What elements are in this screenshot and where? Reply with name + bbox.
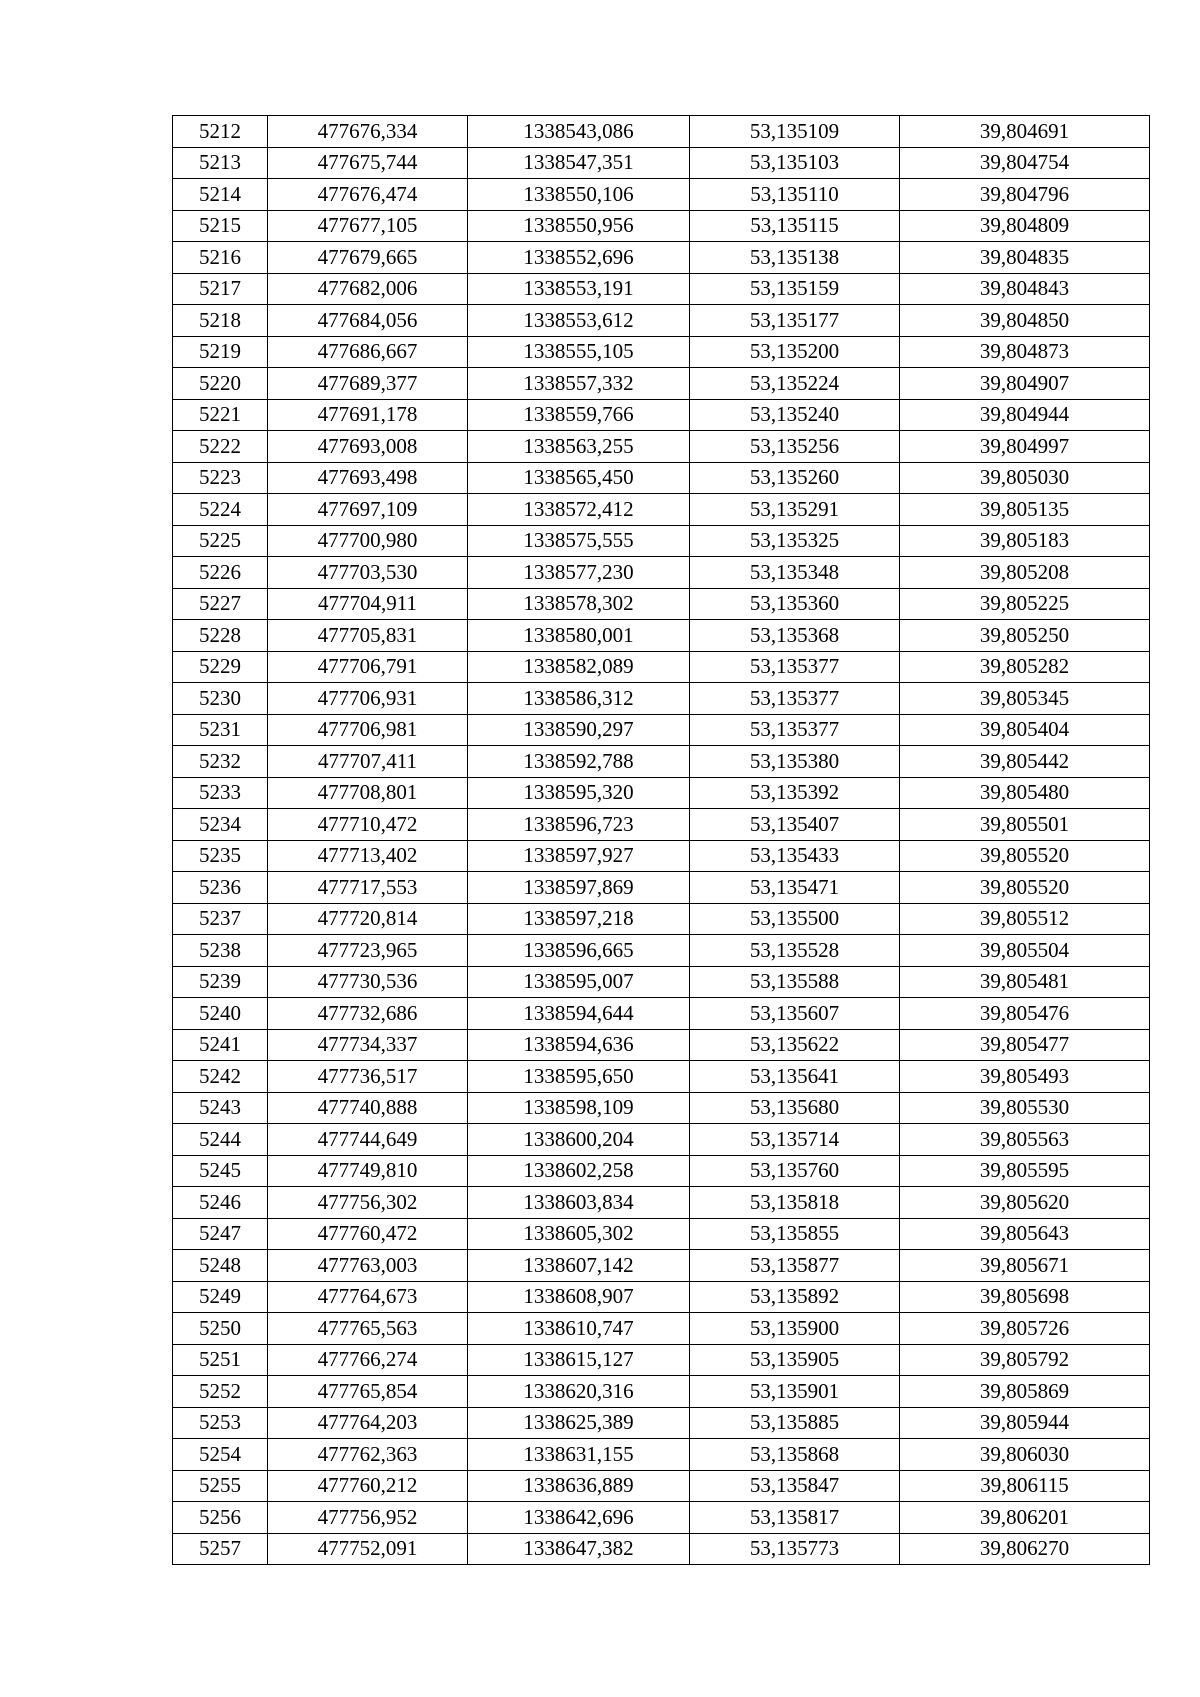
latitude-cell: 53,135377: [690, 714, 900, 746]
latitude-cell: 53,135325: [690, 525, 900, 557]
y-coordinate-cell: 1338625,389: [468, 1407, 690, 1439]
table-row: [173, 746, 1150, 778]
latitude-cell: 53,135817: [690, 1502, 900, 1534]
x-coordinate-cell: 477676,474: [268, 179, 468, 211]
x-coordinate-cell: 477706,931: [268, 683, 468, 715]
y-coordinate-cell: 1338595,007: [468, 966, 690, 998]
table-row: [173, 273, 1150, 305]
x-coordinate-cell: 477707,411: [268, 746, 468, 778]
x-coordinate-cell: 477764,673: [268, 1281, 468, 1313]
latitude-cell: 53,135177: [690, 305, 900, 337]
x-coordinate-cell: 477708,801: [268, 777, 468, 809]
point-number-cell: 5232: [173, 746, 268, 778]
longitude-cell: 39,806201: [900, 1502, 1150, 1534]
longitude-cell: 39,805208: [900, 557, 1150, 589]
table-row: [173, 840, 1150, 872]
y-coordinate-cell: 1338610,747: [468, 1313, 690, 1345]
longitude-cell: 39,805620: [900, 1187, 1150, 1219]
point-number-cell: 5245: [173, 1155, 268, 1187]
table-row: [173, 1187, 1150, 1219]
x-coordinate-cell: 477706,981: [268, 714, 468, 746]
x-coordinate-cell: 477723,965: [268, 935, 468, 967]
x-coordinate-cell: 477697,109: [268, 494, 468, 526]
point-number-cell: 5213: [173, 147, 268, 179]
x-coordinate-cell: 477765,854: [268, 1376, 468, 1408]
longitude-cell: 39,804835: [900, 242, 1150, 274]
table-row: [173, 1029, 1150, 1061]
table-row: [173, 620, 1150, 652]
point-number-cell: 5255: [173, 1470, 268, 1502]
x-coordinate-cell: 477744,649: [268, 1124, 468, 1156]
x-coordinate-cell: 477703,530: [268, 557, 468, 589]
longitude-cell: 39,805225: [900, 588, 1150, 620]
x-coordinate-cell: 477700,980: [268, 525, 468, 557]
table-row: [173, 116, 1150, 148]
latitude-cell: 53,135377: [690, 651, 900, 683]
longitude-cell: 39,805671: [900, 1250, 1150, 1282]
point-number-cell: 5226: [173, 557, 268, 589]
table-row: [173, 1502, 1150, 1534]
x-coordinate-cell: 477720,814: [268, 903, 468, 935]
latitude-cell: 53,135905: [690, 1344, 900, 1376]
latitude-cell: 53,135901: [690, 1376, 900, 1408]
y-coordinate-cell: 1338607,142: [468, 1250, 690, 1282]
y-coordinate-cell: 1338580,001: [468, 620, 690, 652]
x-coordinate-cell: 477675,744: [268, 147, 468, 179]
y-coordinate-cell: 1338590,297: [468, 714, 690, 746]
table-row: [173, 1092, 1150, 1124]
latitude-cell: 53,135348: [690, 557, 900, 589]
latitude-cell: 53,135103: [690, 147, 900, 179]
table-row: [173, 1376, 1150, 1408]
x-coordinate-cell: 477684,056: [268, 305, 468, 337]
latitude-cell: 53,135868: [690, 1439, 900, 1471]
latitude-cell: 53,135138: [690, 242, 900, 274]
longitude-cell: 39,805183: [900, 525, 1150, 557]
y-coordinate-cell: 1338552,696: [468, 242, 690, 274]
longitude-cell: 39,805869: [900, 1376, 1150, 1408]
longitude-cell: 39,804809: [900, 210, 1150, 242]
table-row: [173, 431, 1150, 463]
y-coordinate-cell: 1338615,127: [468, 1344, 690, 1376]
longitude-cell: 39,805512: [900, 903, 1150, 935]
x-coordinate-cell: 477686,667: [268, 336, 468, 368]
longitude-cell: 39,805404: [900, 714, 1150, 746]
latitude-cell: 53,135109: [690, 116, 900, 148]
table-row: [173, 399, 1150, 431]
latitude-cell: 53,135900: [690, 1313, 900, 1345]
table-row: [173, 1533, 1150, 1565]
y-coordinate-cell: 1338557,332: [468, 368, 690, 400]
y-coordinate-cell: 1338582,089: [468, 651, 690, 683]
y-coordinate-cell: 1338547,351: [468, 147, 690, 179]
y-coordinate-cell: 1338578,302: [468, 588, 690, 620]
x-coordinate-cell: 477693,498: [268, 462, 468, 494]
point-number-cell: 5256: [173, 1502, 268, 1534]
table-row: [173, 966, 1150, 998]
table-row: [173, 903, 1150, 935]
latitude-cell: 53,135360: [690, 588, 900, 620]
table-row: [173, 935, 1150, 967]
point-number-cell: 5231: [173, 714, 268, 746]
point-number-cell: 5249: [173, 1281, 268, 1313]
latitude-cell: 53,135368: [690, 620, 900, 652]
x-coordinate-cell: 477760,472: [268, 1218, 468, 1250]
latitude-cell: 53,135377: [690, 683, 900, 715]
longitude-cell: 39,804873: [900, 336, 1150, 368]
table-row: [173, 1250, 1150, 1282]
latitude-cell: 53,135528: [690, 935, 900, 967]
point-number-cell: 5214: [173, 179, 268, 211]
latitude-cell: 53,135159: [690, 273, 900, 305]
coordinates-table-body: [173, 116, 1150, 1565]
x-coordinate-cell: 477762,363: [268, 1439, 468, 1471]
point-number-cell: 5246: [173, 1187, 268, 1219]
point-number-cell: 5233: [173, 777, 268, 809]
x-coordinate-cell: 477710,472: [268, 809, 468, 841]
latitude-cell: 53,135500: [690, 903, 900, 935]
y-coordinate-cell: 1338586,312: [468, 683, 690, 715]
point-number-cell: 5225: [173, 525, 268, 557]
y-coordinate-cell: 1338620,316: [468, 1376, 690, 1408]
y-coordinate-cell: 1338647,382: [468, 1533, 690, 1565]
point-number-cell: 5229: [173, 651, 268, 683]
y-coordinate-cell: 1338597,869: [468, 872, 690, 904]
y-coordinate-cell: 1338642,696: [468, 1502, 690, 1534]
point-number-cell: 5230: [173, 683, 268, 715]
table-row: [173, 1124, 1150, 1156]
x-coordinate-cell: 477730,536: [268, 966, 468, 998]
y-coordinate-cell: 1338597,927: [468, 840, 690, 872]
point-number-cell: 5250: [173, 1313, 268, 1345]
point-number-cell: 5238: [173, 935, 268, 967]
y-coordinate-cell: 1338555,105: [468, 336, 690, 368]
y-coordinate-cell: 1338596,665: [468, 935, 690, 967]
latitude-cell: 53,135240: [690, 399, 900, 431]
longitude-cell: 39,805726: [900, 1313, 1150, 1345]
longitude-cell: 39,804944: [900, 399, 1150, 431]
point-number-cell: 5227: [173, 588, 268, 620]
x-coordinate-cell: 477693,008: [268, 431, 468, 463]
longitude-cell: 39,805345: [900, 683, 1150, 715]
x-coordinate-cell: 477752,091: [268, 1533, 468, 1565]
y-coordinate-cell: 1338603,834: [468, 1187, 690, 1219]
latitude-cell: 53,135260: [690, 462, 900, 494]
longitude-cell: 39,805501: [900, 809, 1150, 841]
y-coordinate-cell: 1338631,155: [468, 1439, 690, 1471]
y-coordinate-cell: 1338563,255: [468, 431, 690, 463]
latitude-cell: 53,135291: [690, 494, 900, 526]
latitude-cell: 53,135224: [690, 368, 900, 400]
point-number-cell: 5221: [173, 399, 268, 431]
latitude-cell: 53,135607: [690, 998, 900, 1030]
table-row: [173, 336, 1150, 368]
point-number-cell: 5235: [173, 840, 268, 872]
table-row: [173, 777, 1150, 809]
point-number-cell: 5228: [173, 620, 268, 652]
longitude-cell: 39,805030: [900, 462, 1150, 494]
longitude-cell: 39,804907: [900, 368, 1150, 400]
latitude-cell: 53,135588: [690, 966, 900, 998]
y-coordinate-cell: 1338598,109: [468, 1092, 690, 1124]
latitude-cell: 53,135818: [690, 1187, 900, 1219]
longitude-cell: 39,805563: [900, 1124, 1150, 1156]
point-number-cell: 5254: [173, 1439, 268, 1471]
longitude-cell: 39,806030: [900, 1439, 1150, 1471]
longitude-cell: 39,805520: [900, 840, 1150, 872]
x-coordinate-cell: 477736,517: [268, 1061, 468, 1093]
latitude-cell: 53,135392: [690, 777, 900, 809]
x-coordinate-cell: 477760,212: [268, 1470, 468, 1502]
table-row: [173, 557, 1150, 589]
y-coordinate-cell: 1338636,889: [468, 1470, 690, 1502]
table-row: [173, 651, 1150, 683]
point-number-cell: 5253: [173, 1407, 268, 1439]
longitude-cell: 39,804754: [900, 147, 1150, 179]
x-coordinate-cell: 477749,810: [268, 1155, 468, 1187]
table-row: [173, 179, 1150, 211]
x-coordinate-cell: 477740,888: [268, 1092, 468, 1124]
coordinates-table: [172, 115, 1150, 1565]
latitude-cell: 53,135773: [690, 1533, 900, 1565]
point-number-cell: 5234: [173, 809, 268, 841]
longitude-cell: 39,805476: [900, 998, 1150, 1030]
longitude-cell: 39,805480: [900, 777, 1150, 809]
longitude-cell: 39,805493: [900, 1061, 1150, 1093]
longitude-cell: 39,806270: [900, 1533, 1150, 1565]
table-row: [173, 525, 1150, 557]
longitude-cell: 39,804850: [900, 305, 1150, 337]
x-coordinate-cell: 477679,665: [268, 242, 468, 274]
latitude-cell: 53,135885: [690, 1407, 900, 1439]
point-number-cell: 5242: [173, 1061, 268, 1093]
x-coordinate-cell: 477764,203: [268, 1407, 468, 1439]
longitude-cell: 39,804796: [900, 179, 1150, 211]
y-coordinate-cell: 1338559,766: [468, 399, 690, 431]
point-number-cell: 5215: [173, 210, 268, 242]
table-row: [173, 1407, 1150, 1439]
point-number-cell: 5252: [173, 1376, 268, 1408]
point-number-cell: 5239: [173, 966, 268, 998]
y-coordinate-cell: 1338600,204: [468, 1124, 690, 1156]
y-coordinate-cell: 1338592,788: [468, 746, 690, 778]
y-coordinate-cell: 1338565,450: [468, 462, 690, 494]
table-row: [173, 1470, 1150, 1502]
table-row: [173, 368, 1150, 400]
longitude-cell: 39,805944: [900, 1407, 1150, 1439]
y-coordinate-cell: 1338550,956: [468, 210, 690, 242]
longitude-cell: 39,805792: [900, 1344, 1150, 1376]
point-number-cell: 5237: [173, 903, 268, 935]
latitude-cell: 53,135380: [690, 746, 900, 778]
longitude-cell: 39,805520: [900, 872, 1150, 904]
x-coordinate-cell: 477706,791: [268, 651, 468, 683]
latitude-cell: 53,135855: [690, 1218, 900, 1250]
table-row: [173, 242, 1150, 274]
table-row: [173, 809, 1150, 841]
x-coordinate-cell: 477734,337: [268, 1029, 468, 1061]
longitude-cell: 39,804997: [900, 431, 1150, 463]
latitude-cell: 53,135877: [690, 1250, 900, 1282]
longitude-cell: 39,804843: [900, 273, 1150, 305]
y-coordinate-cell: 1338575,555: [468, 525, 690, 557]
point-number-cell: 5247: [173, 1218, 268, 1250]
latitude-cell: 53,135256: [690, 431, 900, 463]
longitude-cell: 39,805643: [900, 1218, 1150, 1250]
y-coordinate-cell: 1338553,612: [468, 305, 690, 337]
table-row: [173, 683, 1150, 715]
x-coordinate-cell: 477756,302: [268, 1187, 468, 1219]
latitude-cell: 53,135847: [690, 1470, 900, 1502]
x-coordinate-cell: 477682,006: [268, 273, 468, 305]
latitude-cell: 53,135892: [690, 1281, 900, 1313]
y-coordinate-cell: 1338602,258: [468, 1155, 690, 1187]
x-coordinate-cell: 477677,105: [268, 210, 468, 242]
y-coordinate-cell: 1338553,191: [468, 273, 690, 305]
latitude-cell: 53,135200: [690, 336, 900, 368]
table-row: [173, 147, 1150, 179]
point-number-cell: 5251: [173, 1344, 268, 1376]
point-number-cell: 5248: [173, 1250, 268, 1282]
table-row: [173, 1439, 1150, 1471]
latitude-cell: 53,135680: [690, 1092, 900, 1124]
latitude-cell: 53,135760: [690, 1155, 900, 1187]
y-coordinate-cell: 1338595,650: [468, 1061, 690, 1093]
latitude-cell: 53,135714: [690, 1124, 900, 1156]
table-row: [173, 872, 1150, 904]
latitude-cell: 53,135471: [690, 872, 900, 904]
x-coordinate-cell: 477732,686: [268, 998, 468, 1030]
x-coordinate-cell: 477717,553: [268, 872, 468, 904]
point-number-cell: 5212: [173, 116, 268, 148]
table-row: [173, 1155, 1150, 1187]
point-number-cell: 5217: [173, 273, 268, 305]
table-row: [173, 1344, 1150, 1376]
table-row: [173, 1281, 1150, 1313]
table-row: [173, 210, 1150, 242]
longitude-cell: 39,805477: [900, 1029, 1150, 1061]
y-coordinate-cell: 1338594,636: [468, 1029, 690, 1061]
point-number-cell: 5257: [173, 1533, 268, 1565]
x-coordinate-cell: 477713,402: [268, 840, 468, 872]
longitude-cell: 39,805481: [900, 966, 1150, 998]
longitude-cell: 39,805250: [900, 620, 1150, 652]
latitude-cell: 53,135641: [690, 1061, 900, 1093]
x-coordinate-cell: 477691,178: [268, 399, 468, 431]
table-row: [173, 1313, 1150, 1345]
longitude-cell: 39,805698: [900, 1281, 1150, 1313]
longitude-cell: 39,805530: [900, 1092, 1150, 1124]
table-row: [173, 588, 1150, 620]
longitude-cell: 39,805504: [900, 935, 1150, 967]
point-number-cell: 5243: [173, 1092, 268, 1124]
longitude-cell: 39,805442: [900, 746, 1150, 778]
point-number-cell: 5244: [173, 1124, 268, 1156]
y-coordinate-cell: 1338572,412: [468, 494, 690, 526]
point-number-cell: 5216: [173, 242, 268, 274]
point-number-cell: 5241: [173, 1029, 268, 1061]
point-number-cell: 5218: [173, 305, 268, 337]
y-coordinate-cell: 1338595,320: [468, 777, 690, 809]
point-number-cell: 5224: [173, 494, 268, 526]
table-row: [173, 305, 1150, 337]
latitude-cell: 53,135110: [690, 179, 900, 211]
longitude-cell: 39,805282: [900, 651, 1150, 683]
x-coordinate-cell: 477676,334: [268, 116, 468, 148]
point-number-cell: 5240: [173, 998, 268, 1030]
x-coordinate-cell: 477763,003: [268, 1250, 468, 1282]
latitude-cell: 53,135433: [690, 840, 900, 872]
longitude-cell: 39,806115: [900, 1470, 1150, 1502]
x-coordinate-cell: 477765,563: [268, 1313, 468, 1345]
latitude-cell: 53,135115: [690, 210, 900, 242]
y-coordinate-cell: 1338596,723: [468, 809, 690, 841]
table-row: [173, 1218, 1150, 1250]
longitude-cell: 39,805135: [900, 494, 1150, 526]
y-coordinate-cell: 1338577,230: [468, 557, 690, 589]
x-coordinate-cell: 477705,831: [268, 620, 468, 652]
table-row: [173, 494, 1150, 526]
table-row: [173, 1061, 1150, 1093]
point-number-cell: 5223: [173, 462, 268, 494]
y-coordinate-cell: 1338608,907: [468, 1281, 690, 1313]
y-coordinate-cell: 1338594,644: [468, 998, 690, 1030]
longitude-cell: 39,804691: [900, 116, 1150, 148]
y-coordinate-cell: 1338543,086: [468, 116, 690, 148]
x-coordinate-cell: 477756,952: [268, 1502, 468, 1534]
point-number-cell: 5222: [173, 431, 268, 463]
table-row: [173, 714, 1150, 746]
x-coordinate-cell: 477689,377: [268, 368, 468, 400]
x-coordinate-cell: 477766,274: [268, 1344, 468, 1376]
latitude-cell: 53,135622: [690, 1029, 900, 1061]
longitude-cell: 39,805595: [900, 1155, 1150, 1187]
y-coordinate-cell: 1338597,218: [468, 903, 690, 935]
x-coordinate-cell: 477704,911: [268, 588, 468, 620]
point-number-cell: 5236: [173, 872, 268, 904]
table-row: [173, 462, 1150, 494]
latitude-cell: 53,135407: [690, 809, 900, 841]
y-coordinate-cell: 1338550,106: [468, 179, 690, 211]
point-number-cell: 5220: [173, 368, 268, 400]
y-coordinate-cell: 1338605,302: [468, 1218, 690, 1250]
table-row: [173, 998, 1150, 1030]
point-number-cell: 5219: [173, 336, 268, 368]
